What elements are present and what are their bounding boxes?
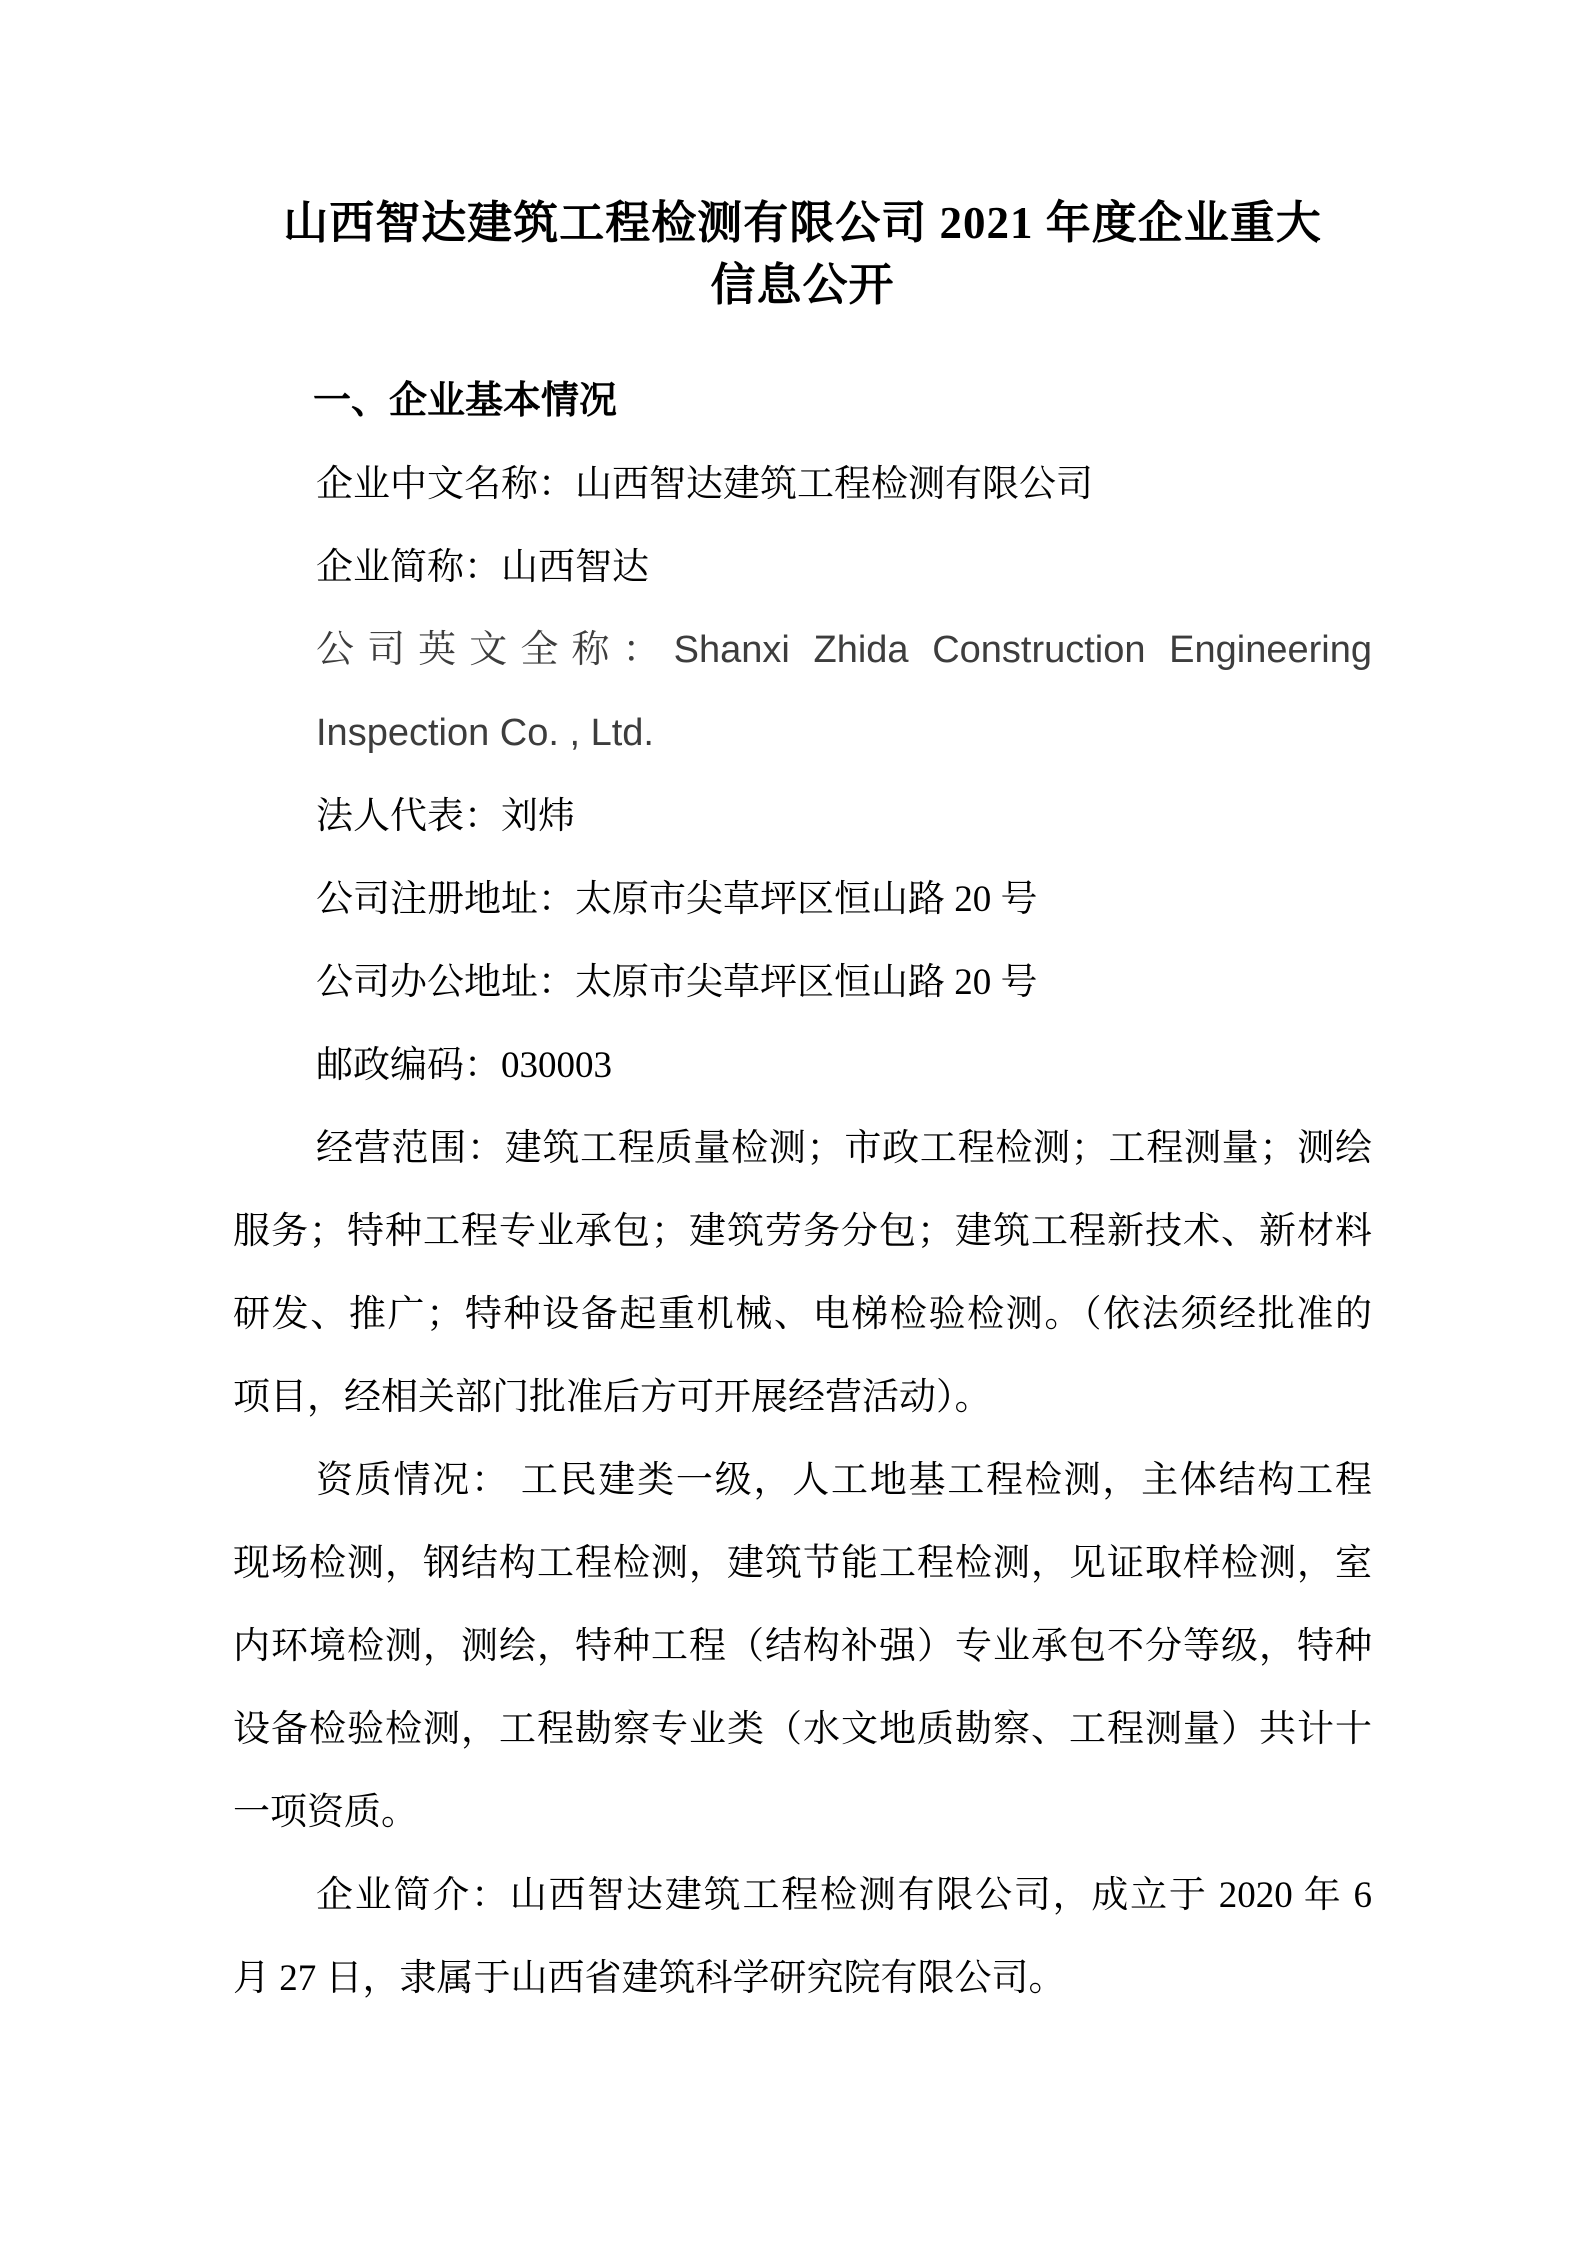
text-line: 企业简介：山西智达建筑工程检测有限公司，成立于 2020 年 6: [316, 1875, 1372, 1916]
text-line: 经营范围：建筑工程质量检测；市政工程检测；工程测量；测绘: [316, 1128, 1372, 1169]
title-line-2: 信息公开: [710, 260, 895, 310]
text-line: 现场检测，钢结构工程检测，建筑节能工程检测，见证取样检测，室: [233, 1543, 1372, 1584]
text-line: 企业中文名称：山西智达建筑工程检测有限公司: [316, 464, 1093, 505]
text-line: 公司注册地址：太原市尖草坪区恒山路 20 号: [316, 879, 1038, 920]
text-line: 公司英文全称：Shanxi Zhida Construction Engineering: [316, 629, 1372, 671]
text-line: 一项资质。: [233, 1792, 418, 1833]
text-line: 法人代表：刘炜: [316, 796, 575, 837]
text-line: 研发、推广；特种设备起重机械、电梯检验检测。（依法须经批准的: [233, 1294, 1372, 1335]
text-line: 邮政编码：030003: [316, 1045, 612, 1086]
text-line: 内环境检测，测绘，特种工程（结构补强）专业承包不分等级，特种: [233, 1626, 1372, 1667]
document-body: [233, 443, 1372, 2020]
text-line: 企业简称：山西智达: [316, 547, 649, 588]
text-line: 设备检验检测，工程勘察专业类（水文地质勘察、工程测量）共计十: [233, 1709, 1372, 1750]
text-line: 公司办公地址：太原市尖草坪区恒山路 20 号: [316, 962, 1038, 1003]
document-title: [233, 192, 1372, 316]
text-line: Inspection Co. , Ltd.: [316, 712, 654, 754]
text-line: 项目，经相关部门批准后方可开展经营活动）。: [233, 1377, 992, 1418]
title-line-1: 山西智达建筑工程检测有限公司 2021 年度企业重大: [283, 198, 1322, 248]
section-heading: 一、企业基本情况: [313, 380, 618, 422]
text-line: 资质情况： 工民建类一级，人工地基工程检测，主体结构工程: [316, 1460, 1372, 1501]
text-line: 月 27 日，隶属于山西省建筑科学研究院有限公司。: [233, 1958, 1066, 1999]
text-line: 服务；特种工程专业承包；建筑劳务分包；建筑工程新技术、新材料: [233, 1211, 1372, 1252]
